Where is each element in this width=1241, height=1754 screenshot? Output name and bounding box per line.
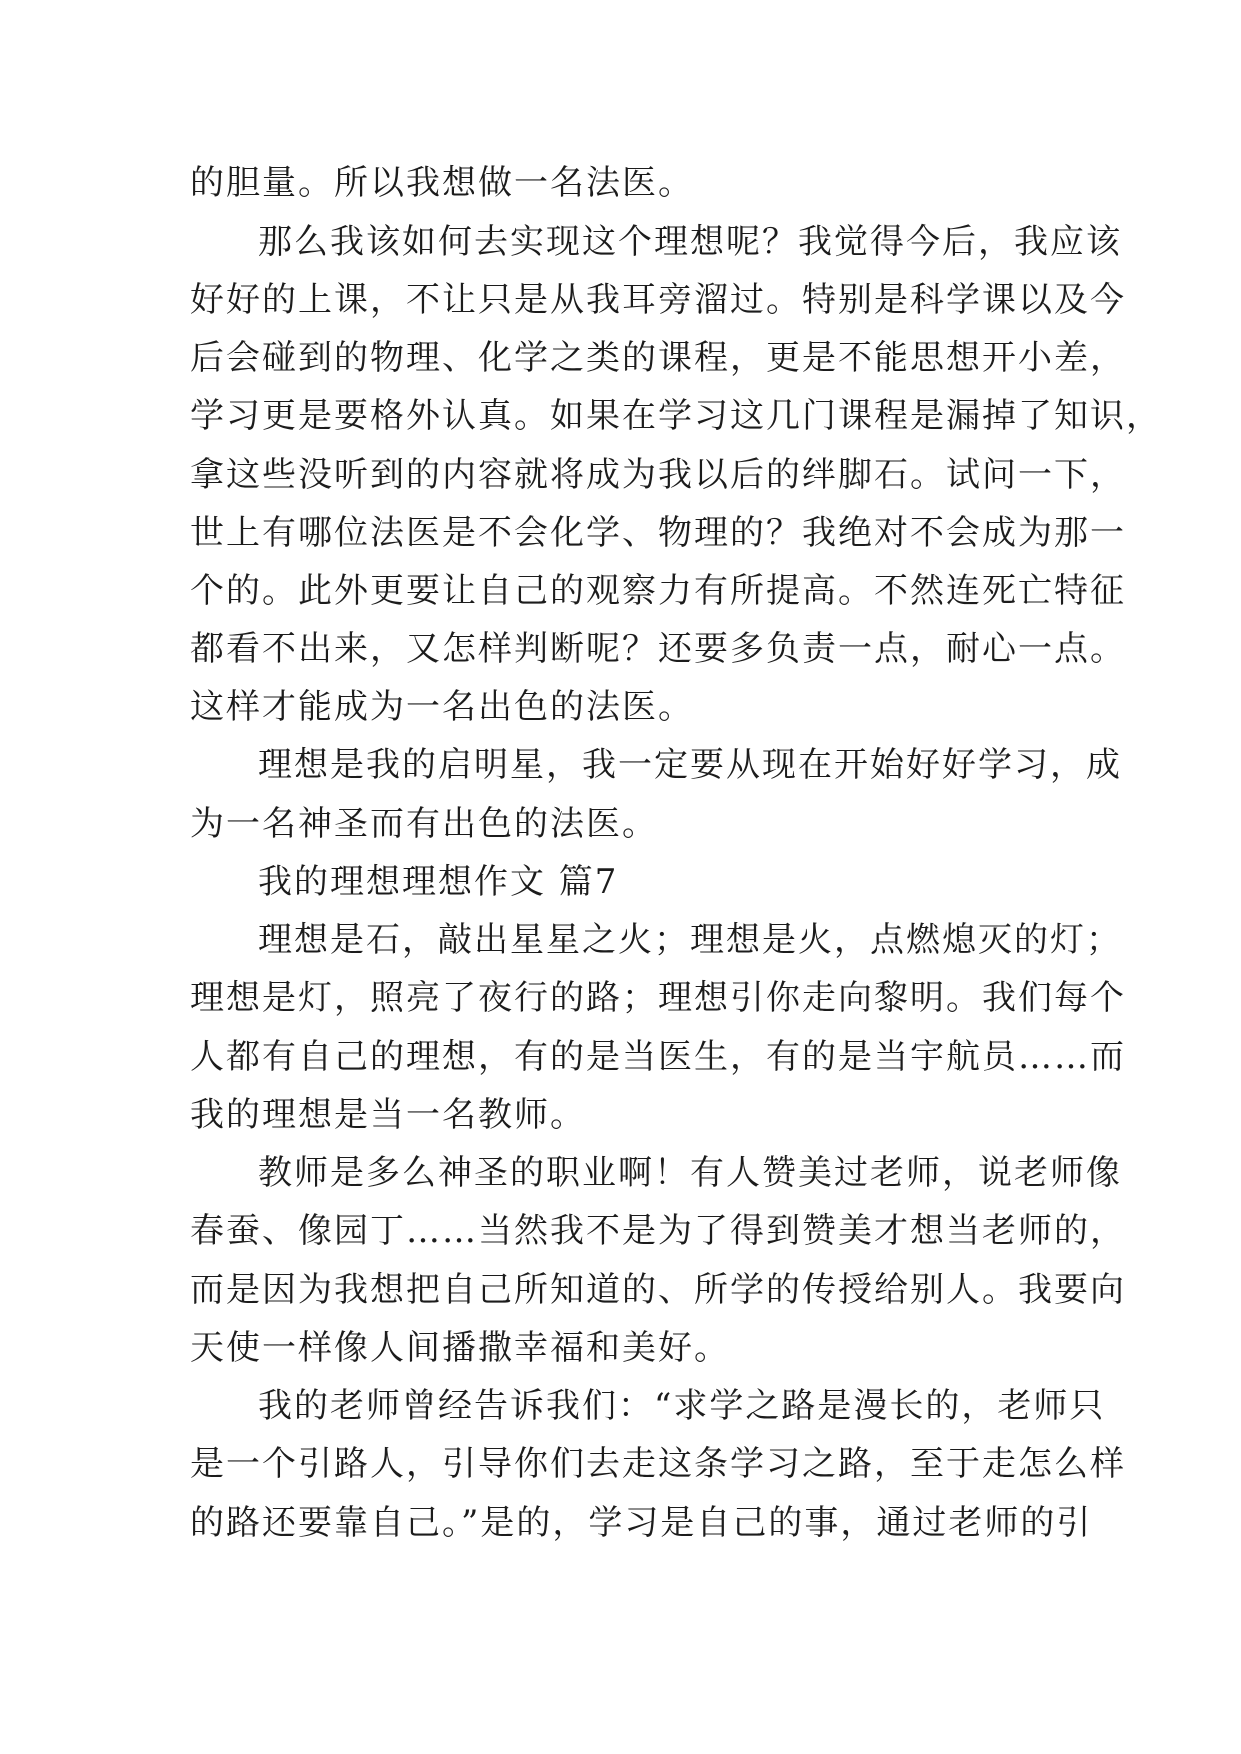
text-line: 世上有哪位法医是不会化学、物理的？我绝对不会成为那一 [190, 513, 1126, 553]
paragraph-start-line: 那么我该如何去实现这个理想呢？我觉得今后，我应该 [258, 222, 1122, 262]
text-line: 春蚕、像园丁……当然我不是为了得到赞美才想当老师的， [190, 1211, 1126, 1251]
text-line: 的胆量。所以我想做一名法医。 [190, 163, 694, 203]
text-line: 为一名神圣而有出色的法医。 [190, 804, 658, 844]
text-line: 理想是灯，照亮了夜行的路；理想引你走向黎明。我们每个 [190, 978, 1126, 1018]
paragraph-start-line: 理想是我的启明星，我一定要从现在开始好好学习，成 [258, 745, 1122, 785]
text-line: 我的理想是当一名教师。 [190, 1095, 586, 1135]
paragraph-start-line: 教师是多么神圣的职业啊！有人赞美过老师，说老师像 [258, 1153, 1122, 1193]
text-line: 天使一样像人间播撒幸福和美好。 [190, 1328, 730, 1368]
text-line: 而是因为我想把自己所知道的、所学的传授给别人。我要向 [190, 1270, 1126, 1310]
text-line: 人都有自己的理想，有的是当医生，有的是当宇航员……而 [190, 1037, 1126, 1077]
text-line: 拿这些没听到的内容就将成为我以后的绊脚石。试问一下， [190, 455, 1126, 495]
paragraph-start-line: 我的老师曾经告诉我们：“求学之路是漫长的，老师只 [258, 1386, 1106, 1426]
section-heading: 我的理想理想作文 篇7 [258, 862, 619, 902]
text-line: 这样才能成为一名出色的法医。 [190, 687, 694, 727]
text-line: 后会碰到的物理、化学之类的课程，更是不能思想开小差， [190, 338, 1126, 378]
text-line: 的路还要靠自己。”是的，学习是自己的事，通过老师的引 [190, 1503, 1093, 1543]
text-line: 是一个引路人，引导你们去走这条学习之路，至于走怎么样 [190, 1444, 1126, 1484]
text-line: 学习更是要格外认真。如果在学习这几门课程是漏掉了知识， [190, 396, 1162, 436]
text-line: 好好的上课，不让只是从我耳旁溜过。特别是科学课以及今 [190, 280, 1126, 320]
paragraph-start-line: 理想是石，敲出星星之火；理想是火，点燃熄灭的灯； [258, 920, 1122, 960]
text-line: 都看不出来，又怎样判断呢？还要多负责一点，耐心一点。 [190, 629, 1126, 669]
text-line: 个的。此外更要让自己的观察力有所提高。不然连死亡特征 [190, 571, 1126, 611]
